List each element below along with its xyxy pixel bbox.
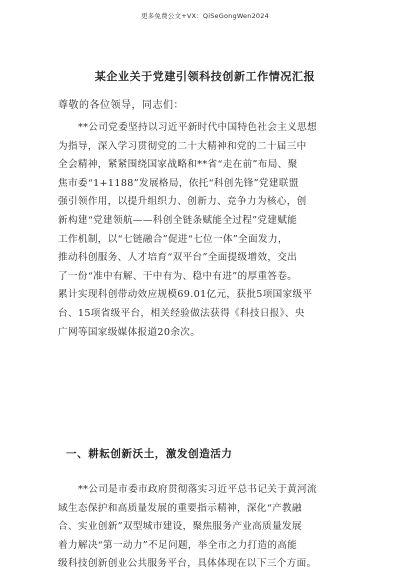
section-heading: 一、耕耘创新沃土，激发创造活力 [66, 448, 233, 460]
paragraph-line: 推动科创服务、人才培育“双平台”全面提级增效，交出 [58, 252, 298, 264]
paragraph-line: 工作机制，以“七链融合”促进“七位一体”全面发力， [58, 233, 288, 245]
header-note: 更多免费公文+VX：QiSeGongWen2024 [141, 12, 269, 20]
paragraph-line: 为指导，深入学习贯彻党的二十大精神和党的二十届三中 [58, 140, 307, 152]
paragraph-line: 域生态保护和高质量发展的重要指示精神，深化“产教融 [58, 502, 302, 514]
paragraph-line: 全会精神，紧紧围绕国家战略和**省“走在前”布局、聚 [58, 159, 298, 171]
paragraph-line: 了一份“准中有解、干中有为、稳中有进”的厚重答卷。 [58, 270, 298, 282]
paragraph-intro [58, 119, 358, 342]
paragraph-line: 累计实现科创带动效应规模69.01亿元，获批5项国家级平 [58, 289, 313, 301]
paragraph-line: 合、实业创新”双型城市建设，聚焦服务产业高质量发展 [58, 521, 302, 533]
paragraph-line: 广网等国家级媒体报道20余次。 [58, 326, 201, 338]
paragraph-line: 着力解决“第一动力”不足问题，举全市之力打造的高能 [58, 539, 298, 551]
paragraph-line: 强引领作用，以提升组织力、创新力、竞争力为核心，创 [58, 196, 307, 208]
paragraph-line: 焦市委“1+1188”发展格局，依托“科创先锋”党建联盟 [58, 177, 299, 189]
paragraph-line: 级科技创新创业公共服务平台，具体体现在以下三个方面。 [58, 558, 317, 570]
paragraph-line: **公司党委坚持以习近平新时代中国特色社会主义思想 [78, 122, 317, 133]
paragraph-line: 新构建“党建领航——科创全链条赋能全过程”党建赋能 [58, 214, 298, 226]
salutation: 尊敬的各位领导，同志们： [58, 100, 184, 111]
paragraph-line: 台、15项省级平台，相关经验做法获得《科技日报》、央 [58, 307, 305, 319]
paragraph-line: **公司是市委市政府贯彻落实习近平总书记关于黄河流 [78, 484, 317, 495]
paragraph-section-1 [58, 481, 358, 574]
document-title: 某企业关于党建引领科技创新工作情况汇报 [94, 70, 316, 83]
